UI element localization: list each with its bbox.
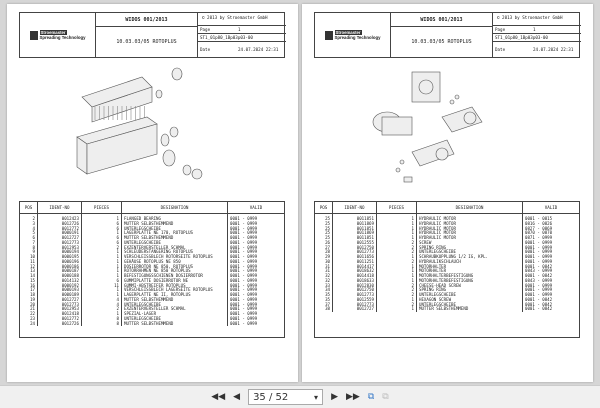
- cell-pos: 13: [20, 269, 38, 274]
- cell-pos: 34: [315, 288, 333, 293]
- page-header: [314, 12, 580, 58]
- cell-ident-no: 0011251: [333, 260, 377, 265]
- cell-designation: HYDRAULIKSCHLAUCH: [417, 260, 523, 265]
- cell-pos: 25: [315, 236, 333, 241]
- cell-valid: 0001 - 0999: [523, 250, 580, 255]
- cell-pieces: 1: [377, 231, 417, 236]
- cell-ident-no: 0012773: [38, 303, 82, 308]
- page-value: 1: [533, 27, 536, 32]
- page-header: [19, 12, 285, 58]
- single-page-view-icon[interactable]: ⧉: [382, 392, 389, 402]
- col-designation: DESIGNATION: [417, 202, 523, 214]
- cell-designation: HYDRAULIC MOTOR: [417, 222, 523, 227]
- logo-brand: Stroemaster: [40, 30, 66, 35]
- cell-designation: UNTERLEGSCHEIBE: [122, 303, 228, 308]
- date-value: 24.07.2024 22:31: [238, 47, 279, 52]
- cell-pos: 31: [315, 269, 333, 274]
- cell-designation: FLANGED BEARING: [122, 214, 228, 222]
- cell-pos: 11: [20, 260, 38, 265]
- cell-valid: 0001 - 0842: [523, 274, 580, 279]
- cell-valid: 0001 - 0999: [228, 260, 285, 265]
- cell-pieces: 1: [82, 274, 122, 279]
- cell-designation: VERSCHLEISSBLECH ROTORSEITE ROTOPLUS: [122, 255, 228, 260]
- cell-pieces: 1: [82, 255, 122, 260]
- cell-designation: MOTORHALTER: [417, 269, 523, 274]
- cell-ident-no: 0012726: [38, 322, 82, 327]
- cell-designation: MOTORHALTERBEFESTIGUNG: [417, 279, 523, 284]
- cell-pieces: 1: [82, 250, 122, 255]
- cell-designation: VERSCHLEISSBLECH LAGERSEITE ROTOPLUS: [122, 288, 228, 293]
- cell-valid: 0843 - 0999: [523, 269, 580, 274]
- page-label: Page: [495, 27, 506, 32]
- cell-pieces: 1: [82, 231, 122, 236]
- cell-designation: SPRING RING: [417, 246, 523, 251]
- cell-valid: 0001 - 0999: [228, 303, 285, 308]
- cell-pos: 7: [20, 241, 38, 246]
- catalog-page-left: [7, 4, 298, 382]
- cell-ident-no: 0018632: [333, 269, 377, 274]
- section-title: 10.03.03/05 ROTOPLUS: [96, 27, 198, 57]
- company-logo: [20, 13, 96, 57]
- cell-pieces: 11: [82, 284, 122, 289]
- cell-valid: 0827 - 0869: [523, 227, 580, 232]
- cell-designation: LAGERPLATTE NE 170, ROTOPLUS: [122, 231, 228, 236]
- cell-pos: 38: [315, 307, 333, 312]
- col-ident-no: IDENT-NO: [38, 202, 82, 214]
- cell-pos: 25: [315, 214, 333, 222]
- cell-valid: 0001 - 0842: [523, 303, 580, 308]
- cell-pieces: 1: [377, 307, 417, 312]
- cell-pieces: 1: [82, 265, 122, 270]
- cell-designation: MUTTER SELBSTHEMMEND: [122, 298, 228, 303]
- cell-pieces: 8: [82, 322, 122, 327]
- cell-ident-no: 0000192: [38, 284, 82, 289]
- document-title: WIDOS 001/2013: [96, 13, 198, 27]
- cell-valid: 0001 - 0999: [523, 288, 580, 293]
- cell-pieces: 1: [377, 255, 417, 260]
- cell-valid: 0001 - 0999: [228, 214, 285, 222]
- cell-designation: HYDRAULIC MOTOR: [417, 227, 523, 232]
- col-pos: POS: [20, 202, 38, 214]
- copyright: © 2013 by Stroemaster GmbH: [497, 15, 563, 20]
- cell-designation: EXZENTERVERSTELLER SCHMAL: [122, 307, 228, 312]
- cell-ident-no: 0014418: [333, 274, 377, 279]
- cell-pos: 17: [20, 288, 38, 293]
- cell-pieces: 2: [377, 260, 417, 265]
- cell-pos: 14: [20, 274, 38, 279]
- previous-page-icon[interactable]: ◀: [233, 392, 241, 402]
- cell-pieces: 2: [377, 303, 417, 308]
- cell-pieces: 1: [82, 260, 122, 265]
- next-page-icon[interactable]: ▶: [331, 392, 338, 402]
- cell-designation: SCHLEUDERSTANGERING ROTOPLUS: [122, 250, 228, 255]
- cell-pos: 27: [315, 246, 333, 251]
- cell-ident-no: 0011851: [333, 214, 377, 222]
- parts-table: [19, 201, 285, 326]
- cell-ident-no: 0000189: [38, 293, 82, 298]
- cell-ident-no: 0012555: [333, 241, 377, 246]
- cell-designation: BEFESTIGUNGSSCHIENEN DOSIERROTOR: [122, 274, 228, 279]
- cell-pos: 37: [315, 303, 333, 308]
- cell-pieces: 2: [377, 293, 417, 298]
- cell-valid: 0001 - 0999: [523, 246, 580, 251]
- cell-designation: HYDRAULIC MOTOR: [417, 214, 523, 222]
- cell-ident-no: 0012953: [38, 307, 82, 312]
- cell-pos: 2: [20, 214, 38, 222]
- logo-tagline: Spreading Technology: [334, 35, 381, 40]
- cell-valid: 0001 - 0999: [523, 241, 580, 246]
- logo-tagline: Spreading Technology: [39, 35, 86, 40]
- cell-designation: MOTORHALTER: [417, 265, 523, 270]
- cell-ident-no: 0011851: [333, 227, 377, 232]
- cell-designation: UNTERLEGSCHEIBE: [417, 250, 523, 255]
- cell-designation: SPEZIAL-LAGER: [122, 312, 228, 317]
- cell-pos: 16: [20, 284, 38, 289]
- cell-valid: 0001 - 0999: [228, 322, 285, 327]
- cell-valid: 0816 - 0826: [523, 222, 580, 227]
- cell-pieces: 1: [377, 298, 417, 303]
- cell-ident-no: 0000188: [38, 274, 82, 279]
- cell-designation: MUTTER SELBSTHEMMEND: [122, 322, 228, 327]
- cell-ident-no: 0014417: [333, 265, 377, 270]
- cell-valid: 0001 - 0999: [228, 231, 285, 236]
- cell-ident-no: 0012726: [38, 222, 82, 227]
- cell-valid: 0001 - 0999: [228, 293, 285, 298]
- cell-ident-no: 0012773: [38, 241, 82, 246]
- cell-valid: 0001 - 0999: [523, 284, 580, 289]
- cell-pos: 19: [20, 298, 38, 303]
- cell-designation: EXZENTERVERSTELLER SCHMAL: [122, 246, 228, 251]
- cell-pieces: 2: [377, 250, 417, 255]
- cell-valid: 0001 - 0999: [228, 317, 285, 322]
- cell-valid: 0870 - 0870: [523, 231, 580, 236]
- cell-designation: GUMMI-ABSTREIFER ROTOPLUS: [122, 284, 228, 289]
- cell-pos: 4: [20, 227, 38, 232]
- cell-pieces: 2: [377, 246, 417, 251]
- cell-pieces: 2: [82, 307, 122, 312]
- copyright: © 2013 by Stroemaster GmbH: [202, 15, 268, 20]
- cell-pos: 35: [315, 298, 333, 303]
- cell-pos: 25: [315, 227, 333, 232]
- cell-pieces: 1: [377, 214, 417, 222]
- cell-pos: 24: [20, 322, 38, 327]
- cell-pieces: 1: [82, 214, 122, 222]
- col-valid: VALID: [228, 202, 285, 214]
- cell-pieces: 6: [82, 227, 122, 232]
- cell-valid: 0001 - 0999: [228, 265, 285, 270]
- cell-pos: 32: [315, 274, 333, 279]
- cell-pieces: 1: [377, 279, 417, 284]
- cell-valid: 0001 - 0815: [523, 214, 580, 222]
- cell-designation: MUTTER SELBSTHEMMEND: [417, 307, 523, 312]
- cell-ident-no: 0000186: [38, 265, 82, 270]
- cell-valid: 0843 - 0999: [523, 279, 580, 284]
- cell-ident-no: 0011869: [333, 231, 377, 236]
- cell-valid: 0001 - 0999: [228, 284, 285, 289]
- cell-pieces: 2: [377, 288, 417, 293]
- cell-pieces: 2: [82, 246, 122, 251]
- cell-pieces: 2: [377, 241, 417, 246]
- company-logo: [315, 13, 391, 57]
- cell-valid: 0871 - 0999: [523, 236, 580, 241]
- cell-pos: 8: [20, 246, 38, 251]
- last-page-icon[interactable]: ▶▶: [345, 392, 360, 402]
- cell-pieces: 4: [82, 303, 122, 308]
- cell-designation: SCHRAUBKUPPLUNG 1/2 IG, KPL.: [417, 255, 523, 260]
- cell-ident-no: 0012750: [333, 246, 377, 251]
- cell-valid: 0001 - 0999: [228, 236, 285, 241]
- cell-designation: GEHÄUSE ROTOPLUS NE 850: [122, 260, 228, 265]
- cell-ident-no: 0011851: [333, 236, 377, 241]
- cell-valid: 0001 - 0999: [228, 288, 285, 293]
- cell-pieces: 1: [82, 269, 122, 274]
- cell-designation: MOTORHALTERBEFESTIGUNG: [417, 274, 523, 279]
- cell-ident-no: 0000194: [38, 250, 82, 255]
- page-label: Page: [200, 27, 211, 32]
- col-pieces: PIECES: [82, 202, 122, 214]
- document-code: ST1_01p80_1Bp03p03-00: [495, 35, 548, 40]
- logo-mark-icon: [325, 31, 333, 40]
- cell-designation: MUTTER SELBSTHEMMEND: [122, 222, 228, 227]
- date-label: Date: [200, 47, 211, 52]
- cell-ident-no: 0012773: [333, 250, 377, 255]
- cell-ident-no: 0012727: [38, 236, 82, 241]
- table-row: [315, 307, 580, 312]
- cell-ident-no: 0011656: [333, 255, 377, 260]
- cell-ident-no: 0012727: [38, 298, 82, 303]
- cell-pos: 30: [315, 260, 333, 265]
- cell-designation: SPRING RING: [417, 288, 523, 293]
- cell-pieces: 1: [377, 222, 417, 227]
- cell-ident-no: 0012423: [38, 214, 82, 222]
- cell-pos: 31: [315, 265, 333, 270]
- cell-designation: GUMMIPLATTE DOSIERROTOR NE: [122, 279, 228, 284]
- chevron-down-icon: ▾: [314, 392, 319, 402]
- cell-designation: UNTERLEGSCHEIBE: [122, 317, 228, 322]
- cell-pos: 26: [315, 241, 333, 246]
- col-designation: DESIGNATION: [122, 202, 228, 214]
- cell-designation: LAGERPLATTE NE II, ROTOPLUS: [122, 293, 228, 298]
- cell-pos: 29: [315, 255, 333, 260]
- cell-pieces: 6: [82, 236, 122, 241]
- cell-pieces: 6: [82, 222, 122, 227]
- cell-pieces: 1: [377, 227, 417, 232]
- cell-valid: 0001 - 0999: [228, 246, 285, 251]
- cell-valid: 0001 - 0999: [523, 255, 580, 260]
- cell-valid: 0001 - 0999: [523, 260, 580, 265]
- cell-pos: 28: [315, 250, 333, 255]
- catalog-page-right: [302, 4, 593, 382]
- col-pos: POS: [315, 202, 333, 214]
- cell-pieces: 1: [82, 293, 122, 298]
- cell-pieces: 1: [377, 236, 417, 241]
- cell-valid: 0001 - 0842: [523, 307, 580, 312]
- cell-pos: 5: [20, 231, 38, 236]
- cell-valid: 0001 - 0999: [228, 274, 285, 279]
- cell-pieces: 1: [377, 269, 417, 274]
- cell-valid: 0001 - 0842: [523, 265, 580, 270]
- cell-designation: ROTORRAHMEN NE 850 ROTOPLUS: [122, 269, 228, 274]
- cell-designation: HEXAGON SCREW: [417, 298, 523, 303]
- cell-designation: HYDRAULIC MOTOR: [417, 231, 523, 236]
- page-meta: [493, 25, 581, 57]
- cell-valid: 0001 - 0999: [523, 293, 580, 298]
- cell-valid: 0001 - 0999: [228, 250, 285, 255]
- cell-ident-no: 0011869: [333, 222, 377, 227]
- date-value: 24.07.2024 22:31: [533, 47, 574, 52]
- col-ident-no: IDENT-NO: [333, 202, 377, 214]
- cell-valid: 0001 - 0842: [523, 298, 580, 303]
- cell-ident-no: 0012559: [333, 298, 377, 303]
- cell-pieces: 8: [82, 317, 122, 322]
- cell-pos: 23: [20, 317, 38, 322]
- logo-brand: Stroemaster: [335, 30, 361, 35]
- cell-pieces: 4: [82, 298, 122, 303]
- cell-designation: HYDRAULIC MOTOR: [417, 236, 523, 241]
- cell-designation: UNTERLEGSCHEIBE: [122, 241, 228, 246]
- cell-valid: 0001 - 0999: [228, 279, 285, 284]
- cell-pos: 35: [315, 293, 333, 298]
- cell-ident-no: 0012830: [333, 284, 377, 289]
- cell-ident-no: 0012727: [333, 307, 377, 312]
- section-title: 10.03.03/05 ROTOPLUS: [391, 27, 493, 57]
- cell-valid: 0001 - 0999: [228, 307, 285, 312]
- cell-pieces: 6: [82, 279, 122, 284]
- cell-pos: 6: [20, 236, 38, 241]
- cell-ident-no: 0000191: [38, 231, 82, 236]
- cell-valid: 0001 - 0999: [228, 298, 285, 303]
- cell-pos: 25: [315, 231, 333, 236]
- cell-pos: 3: [20, 222, 38, 227]
- cell-pos: 20: [20, 303, 38, 308]
- cell-pieces: 1: [377, 274, 417, 279]
- cell-designation: UNTERLEGSCHEIBE: [417, 303, 523, 308]
- cell-pieces: 6: [82, 241, 122, 246]
- cell-pos: 22: [20, 312, 38, 317]
- cell-designation: UNTERLEGSCHEIBE: [417, 293, 523, 298]
- cell-ident-no: 0018633: [333, 279, 377, 284]
- cell-ident-no: 0012953: [38, 246, 82, 251]
- cell-ident-no: 0012772: [38, 227, 82, 232]
- cell-pos: 32: [315, 279, 333, 284]
- cell-ident-no: 0012772: [38, 317, 82, 322]
- page-indicator: 35 / 52: [253, 391, 289, 403]
- cell-ident-no: 0012773: [333, 293, 377, 298]
- cell-designation: CHEESE-HEAD SCREW: [417, 284, 523, 289]
- cell-pieces: 1: [377, 265, 417, 270]
- cell-designation: MUTTER SELBSTHEMMEND: [122, 236, 228, 241]
- cell-valid: 0001 - 0999: [228, 241, 285, 246]
- cell-ident-no: 0000187: [38, 269, 82, 274]
- cell-pieces: 1: [82, 312, 122, 317]
- cell-ident-no: 0012750: [333, 288, 377, 293]
- document-code: ST1_01p80_1Bp03p03-00: [200, 35, 253, 40]
- col-valid: VALID: [523, 202, 580, 214]
- date-label: Date: [495, 47, 506, 52]
- page-selector[interactable]: [248, 389, 323, 405]
- document-title: WIDOS 001/2013: [391, 13, 493, 27]
- cell-valid: 0001 - 0999: [228, 269, 285, 274]
- cell-pos: 9: [20, 250, 38, 255]
- cell-ident-no: 0000196: [38, 260, 82, 265]
- logo-mark-icon: [30, 31, 38, 40]
- cell-pos: 12: [20, 265, 38, 270]
- cell-valid: 0001 - 0999: [228, 312, 285, 317]
- table-row: [20, 322, 285, 327]
- cell-valid: 0001 - 0999: [228, 227, 285, 232]
- cell-designation: SCREW: [417, 241, 523, 246]
- cell-ident-no: 0012418: [38, 312, 82, 317]
- cell-valid: 0001 - 0999: [228, 222, 285, 227]
- cell-pieces: 2: [377, 284, 417, 289]
- viewer-toolbar: [0, 385, 600, 408]
- cell-pos: 18: [20, 293, 38, 298]
- cell-designation: DOSIERROTOR NE 850, ROTOPLUS: [122, 265, 228, 270]
- page-value: 1: [238, 27, 241, 32]
- cell-pieces: 1: [82, 288, 122, 293]
- cell-pos: 10: [20, 255, 38, 260]
- parts-table: [314, 201, 580, 312]
- page-meta: [198, 25, 286, 57]
- cell-ident-no: 0012773: [333, 303, 377, 308]
- two-page-view-icon[interactable]: ⧉: [367, 392, 375, 402]
- cell-ident-no: 0000195: [38, 255, 82, 260]
- cell-pos: 33: [315, 284, 333, 289]
- cell-ident-no: 0000193: [38, 288, 82, 293]
- cell-pos: 25: [315, 222, 333, 227]
- exploded-parts-drawing: [342, 62, 552, 198]
- exploded-parts-drawing: [47, 62, 257, 198]
- cell-ident-no: 0014132: [38, 279, 82, 284]
- col-pieces: PIECES: [377, 202, 417, 214]
- cell-pos: 21: [20, 307, 38, 312]
- cell-valid: 0001 - 0999: [228, 255, 285, 260]
- cell-designation: UNTERLEGSCHEIBE: [122, 227, 228, 232]
- cell-pos: 15: [20, 279, 38, 284]
- first-page-icon[interactable]: ◀◀: [211, 392, 226, 402]
